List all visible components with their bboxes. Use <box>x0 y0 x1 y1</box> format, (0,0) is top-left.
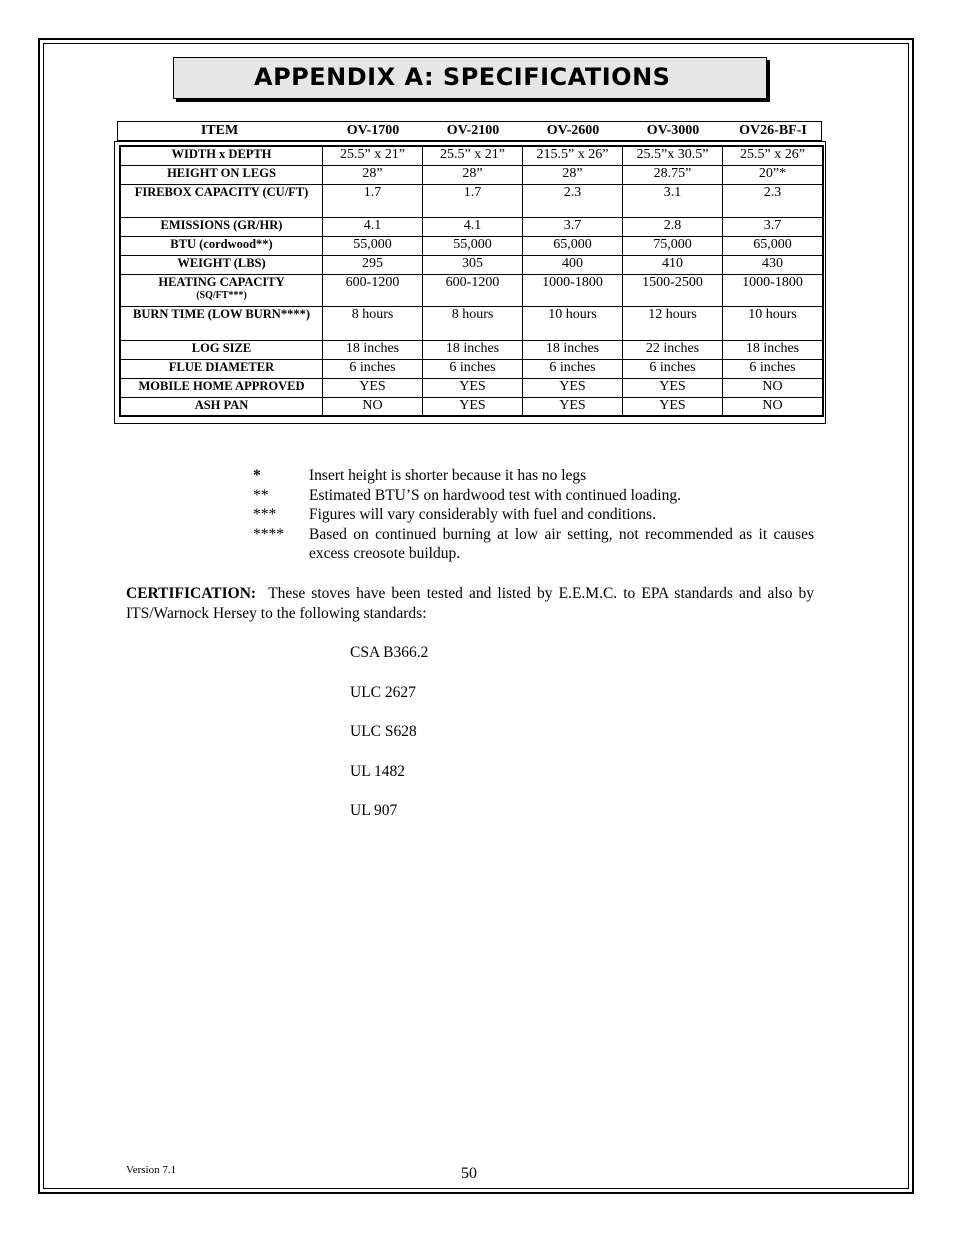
version-label: Version 7.1 <box>126 1164 177 1176</box>
certification-paragraph <box>126 584 814 624</box>
table-row <box>120 146 823 165</box>
footnote-text: Estimated BTU’S on hardwood test with continued loading. <box>309 486 681 504</box>
footnote <box>253 466 814 486</box>
standard-item: UL 1482 <box>350 762 405 780</box>
row-label-text: BURN TIME (LOW BURN****) <box>133 306 310 321</box>
spec-table <box>119 145 824 417</box>
table-cell: 400 <box>523 255 623 274</box>
title-box <box>173 57 767 99</box>
row-label-subtext: (SQ/FT***) <box>196 289 247 301</box>
table-cell: 25.5”x 30.5” <box>623 146 723 165</box>
standard-item: UL 907 <box>350 802 398 819</box>
row-label <box>120 397 323 416</box>
table-cell: 1000-1800 <box>523 274 623 306</box>
table-cell: 18 inches <box>323 340 423 359</box>
row-label-text: WEIGHT (LBS) <box>177 255 266 270</box>
row-label-text: MOBILE HOME APPROVED <box>138 378 305 393</box>
row-label <box>120 378 323 397</box>
table-cell: 2.3 <box>523 184 623 217</box>
header-ov-1700: OV-1700 <box>346 123 400 138</box>
table-cell: 3.7 <box>723 217 824 236</box>
table-cell: 6 inches <box>623 359 723 378</box>
table-cell: YES <box>523 397 623 416</box>
header-ov-2600: OV-2600 <box>546 123 600 138</box>
table-row <box>120 378 823 397</box>
row-label-text: EMISSIONS (GR/HR) <box>160 217 283 232</box>
footnotes <box>253 466 814 564</box>
table-cell: 55,000 <box>323 236 423 255</box>
table-cell: 8 hours <box>423 306 523 340</box>
table-row <box>120 306 823 340</box>
table-cell: YES <box>323 378 423 397</box>
table-cell: 1500-2500 <box>623 274 723 306</box>
row-label <box>120 340 323 359</box>
table-cell: 430 <box>723 255 824 274</box>
footnote-marker: * <box>253 467 261 484</box>
standard-item: ULC 2627 <box>350 683 416 701</box>
row-label-text: ASH PAN <box>194 397 249 412</box>
footnote-marker: *** <box>253 506 277 523</box>
table-cell: 6 inches <box>523 359 623 378</box>
table-cell: 4.1 <box>423 217 523 236</box>
row-label-text: FIREBOX CAPACITY (CU/FT) <box>134 184 309 199</box>
table-cell: 6 inches <box>323 359 423 378</box>
row-label-text: BTU (cordwood**) <box>170 236 273 251</box>
row-label <box>120 165 323 184</box>
standard-item: CSA B366.2 <box>350 644 429 661</box>
table-cell: 28.75” <box>623 165 723 184</box>
table-cell: 3.7 <box>523 217 623 236</box>
footnote <box>253 505 814 525</box>
row-label <box>120 184 323 217</box>
header-ov-2100: OV-2100 <box>446 123 500 138</box>
footnote-text: Figures will vary considerably with fuel and conditions. <box>309 506 656 523</box>
table-cell: 10 hours <box>523 306 623 340</box>
table-row <box>120 359 823 378</box>
table-cell: NO <box>723 397 824 416</box>
table-cell: 215.5” x 26” <box>523 146 623 165</box>
table-cell: 305 <box>423 255 523 274</box>
footnote-text: Based on continued burning at low air setting, not recommended as it causes excess creosote buildup. <box>309 525 814 562</box>
table-cell: 6 inches <box>423 359 523 378</box>
table-cell: 20”* <box>723 165 824 184</box>
table-cell: 28” <box>323 165 423 184</box>
certification-text: These stoves have been tested and listed by E.E.M.C. to EPA standards and also by ITS/Warnock Hersey to the following standards: <box>126 585 815 622</box>
table-cell: 25.5” x 26” <box>723 146 824 165</box>
table-row <box>120 340 823 359</box>
table-cell: 18 inches <box>523 340 623 359</box>
table-cell: 1.7 <box>423 184 523 217</box>
table-cell: 8 hours <box>323 306 423 340</box>
table-cell: 65,000 <box>723 236 824 255</box>
table-cell: YES <box>423 378 523 397</box>
table-row <box>120 184 823 217</box>
row-label-text: WIDTH x DEPTH <box>171 147 272 161</box>
table-row <box>120 217 823 236</box>
table-cell: 28” <box>423 165 523 184</box>
table-cell: 10 hours <box>723 306 824 340</box>
table-cell: 18 inches <box>723 340 824 359</box>
row-label-text: LOG SIZE <box>191 340 252 355</box>
footnote <box>253 525 814 564</box>
table-cell: 1.7 <box>323 184 423 217</box>
table-cell: YES <box>623 397 723 416</box>
table-cell: 4.1 <box>323 217 423 236</box>
footnote-marker: **** <box>253 525 284 543</box>
header-ov-3000: OV-3000 <box>646 123 700 138</box>
certification-label: CERTIFICATION: <box>126 585 257 602</box>
row-label-text: FLUE DIAMETER <box>168 359 275 374</box>
table-cell: YES <box>523 378 623 397</box>
table-cell: 600-1200 <box>423 274 523 306</box>
row-label <box>120 146 323 165</box>
standard-item: ULC S628 <box>350 723 417 740</box>
table-cell: 12 hours <box>623 306 723 340</box>
row-label-text: HEIGHT ON LEGS <box>167 165 276 180</box>
footnote <box>253 486 814 506</box>
table-row <box>120 397 823 416</box>
standards-list <box>350 643 428 841</box>
table-cell: 600-1200 <box>323 274 423 306</box>
table-row <box>120 274 823 306</box>
table-cell: 410 <box>623 255 723 274</box>
row-label <box>120 359 323 378</box>
table-cell: 28” <box>523 165 623 184</box>
header-ov26-bf-i: OV26-BF-I <box>739 123 807 138</box>
page-title: APPENDIX A: SPECIFICATIONS <box>254 63 671 91</box>
table-cell: 6 inches <box>723 359 824 378</box>
footnote-text: Insert height is shorter because it has no legs <box>309 467 587 484</box>
table-header-row <box>117 121 822 141</box>
table-cell: 55,000 <box>423 236 523 255</box>
row-label-text: HEATING CAPACITY <box>158 274 285 289</box>
footnote-marker: ** <box>253 486 269 504</box>
table-cell: YES <box>423 397 523 416</box>
table-cell: 2.8 <box>623 217 723 236</box>
table-row <box>120 165 823 184</box>
table-cell: 295 <box>323 255 423 274</box>
table-cell: 22 inches <box>623 340 723 359</box>
table-cell: 2.3 <box>723 184 824 217</box>
row-label <box>120 306 323 340</box>
table-cell: 75,000 <box>623 236 723 255</box>
table-cell: 3.1 <box>623 184 723 217</box>
row-label <box>120 274 323 306</box>
table-cell: 25.5” x 21” <box>423 146 523 165</box>
row-label <box>120 236 323 255</box>
table-cell: NO <box>323 397 423 416</box>
table-cell: 25.5” x 21” <box>323 146 423 165</box>
table-cell: 18 inches <box>423 340 523 359</box>
table-row <box>120 236 823 255</box>
table-cell: 1000-1800 <box>723 274 824 306</box>
row-label <box>120 255 323 274</box>
page-number: 50 <box>461 1165 477 1182</box>
header-item: ITEM <box>200 123 239 138</box>
row-label <box>120 217 323 236</box>
table-row <box>120 255 823 274</box>
table-cell: YES <box>623 378 723 397</box>
table-cell: NO <box>723 378 824 397</box>
table-cell: 65,000 <box>523 236 623 255</box>
